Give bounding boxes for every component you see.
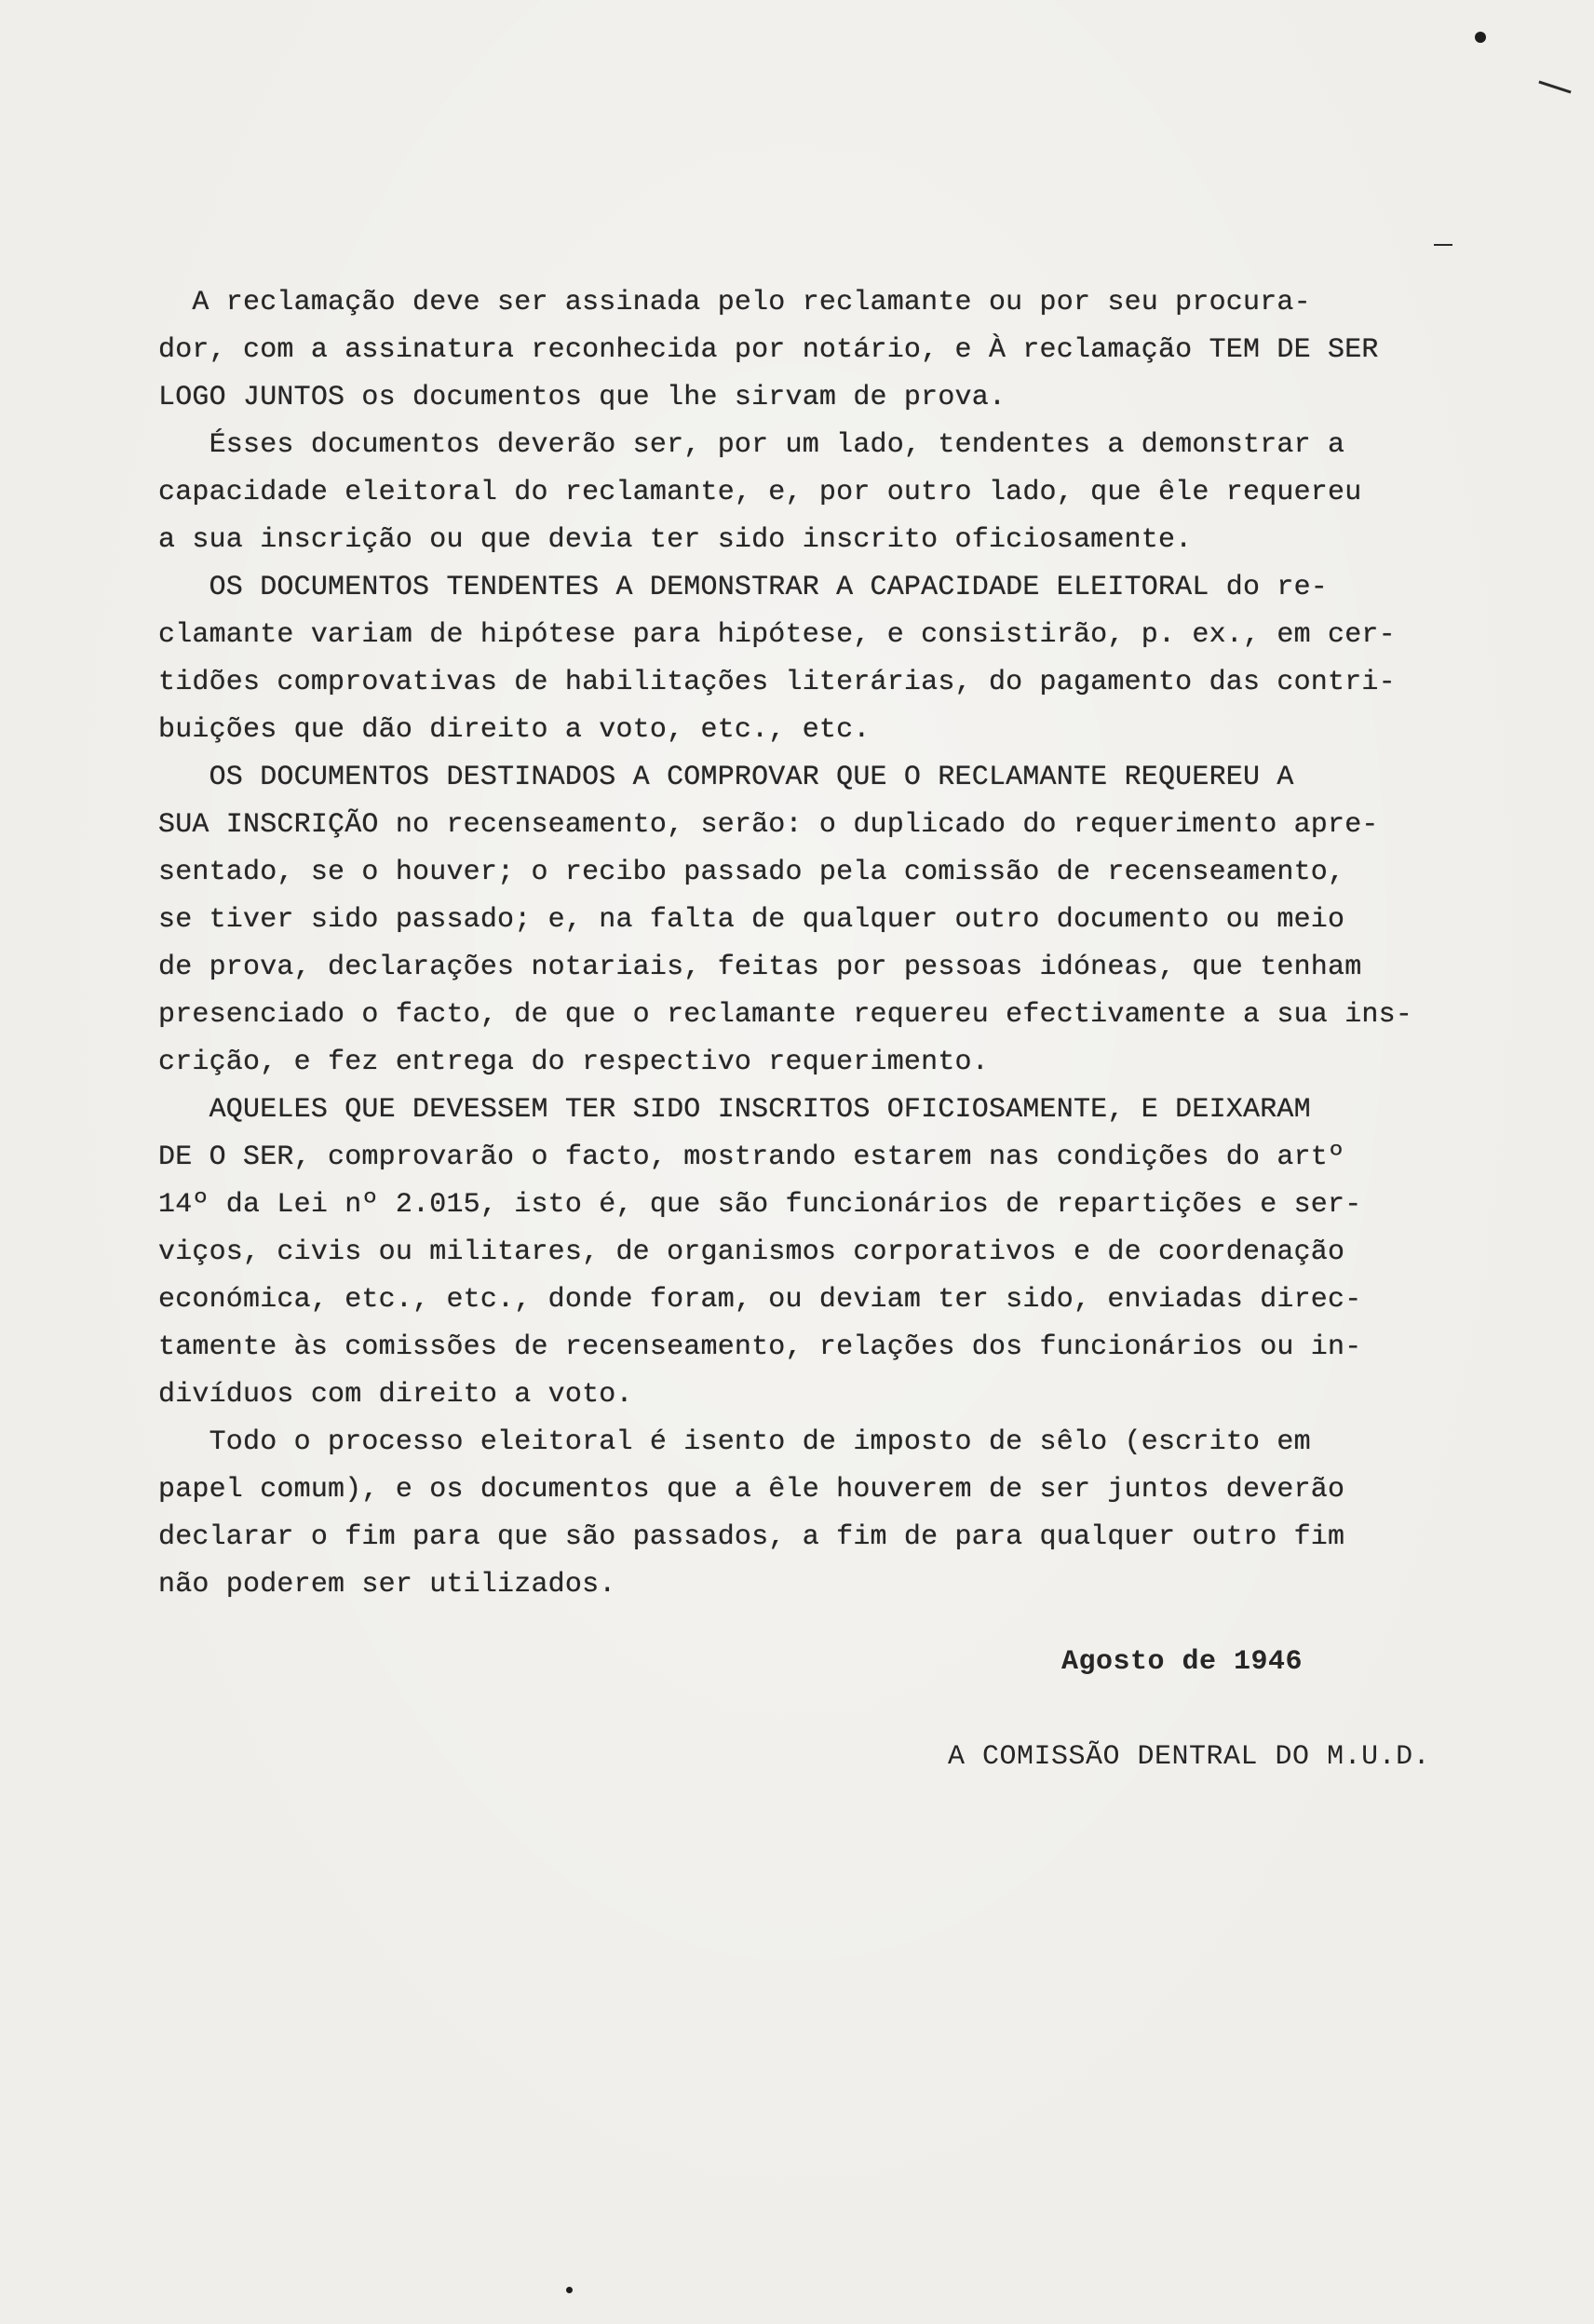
paragraph-official-registration: AQUELES QUE DEVESSEM TER SIDO INSCRITOS OFICIOSAMENTE, E DEIXARAM DE O SER, comprovarão o facto, mostrando estarem nas condições do artº 14º da Lei nº 2.015, isto é, que são funcionários de repartições e ser- viços, civis ou militares, de organismos corporativos e de coordenação económica, etc., etc., donde foram, ou deviam ter sido, enviadas direc- tamente às comissões de recenseamento, relações dos funcionários ou in- divíduos com direito a voto. — [158, 1094, 1362, 1411]
scan-mark — [1434, 244, 1452, 246]
paragraph-signature-requirement: A reclamação deve ser assinada pelo reclamante ou por seu procura- dor, com a assinatura reconhecida por notário, e À reclamação TEM DE SER LOGO JUNTOS os documentos que lhe sirvam de prova. — [158, 287, 1379, 413]
paragraph-electoral-capacity: OS DOCUMENTOS TENDENTES A DEMONSTRAR A CAPACIDADE ELEITORAL do re- clamante variam de hipótese para hipótese, e consistirão, p. ex., em cer- tidões comprovativas de habilitações literárias, do pagamento das contri- buições que dão direito a voto, etc., etc. — [158, 572, 1396, 746]
scan-mark — [1538, 81, 1571, 94]
ink-speck — [566, 2287, 573, 2293]
ink-speck — [1475, 32, 1486, 43]
paragraph-stamp-exemption: Todo o processo eleitoral é isento de imposto de sêlo (escrito em papel comum), e os documentos que a êle houverem de ser juntos deverão declarar o fim para que são passados, a fim de para qualquer outro fim não poderem ser utilizados. — [158, 1426, 1345, 1601]
signature-line: A COMISSÃO DENTRAL DO M.U.D. — [948, 1741, 1431, 1773]
document-date: Agosto de 1946 — [1061, 1646, 1304, 1678]
paragraph-documents-purpose: Ésses documentos deverão ser, por um lado, tendentes a demonstrar a capacidade eleitoral do reclamante, e, por outro lado, que êle requereu a sua inscrição ou que devia ter sido inscrito oficiosamente. — [158, 429, 1362, 556]
paragraph-registration-proof: OS DOCUMENTOS DESTINADOS A COMPROVAR QUE O RECLAMANTE REQUEREU A SUA INSCRIÇÃO no recenseamento, serão: o duplicado do requerimento apre- sentado, se o houver; o recibo passado pela comissão de recenseamento, se tiver sido passado; e, na falta de qualquer outro documento ou meio de prova, declarações notariais, feitas por pessoas idóneas, que tenham presenciado o facto, de que o reclamante requereu efectivamente a sua ins- crição, e fez entrega do respectivo requerimento. — [158, 762, 1413, 1078]
letter-body — [158, 279, 1536, 1609]
